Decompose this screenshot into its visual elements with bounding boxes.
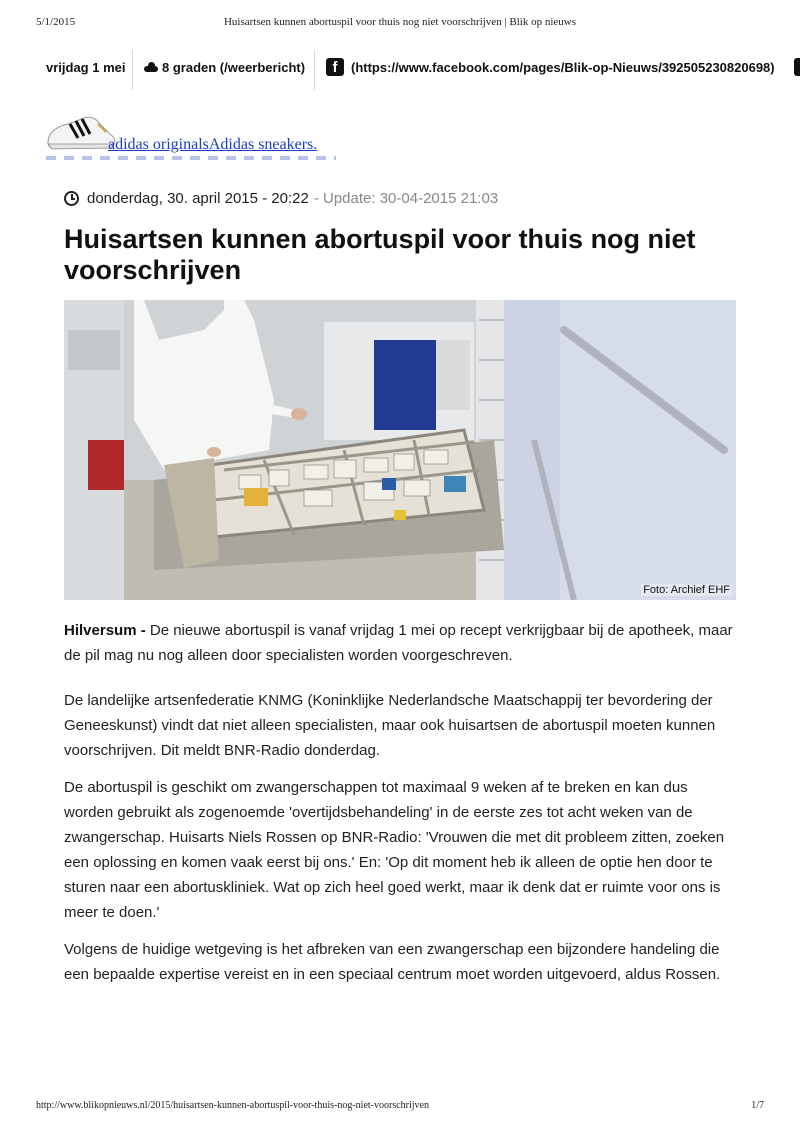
page-url: http://www.blikopnieuws.nl/2015/huisartsen-kunnen-abortuspil-voor-thuis-nog-niet-voorschrijven xyxy=(36,1100,429,1111)
print-date: 5/1/2015 xyxy=(36,16,76,28)
cropped-text-line xyxy=(46,156,336,160)
photo-credit: Foto: Archief EHF xyxy=(643,584,730,596)
top-info-bar xyxy=(36,44,800,90)
sneaker-image xyxy=(44,112,118,152)
weather-label: 8 graden (/weerbericht) xyxy=(162,59,306,75)
article-body xyxy=(64,618,740,999)
facebook-link[interactable] xyxy=(326,44,775,90)
facebook-icon: f xyxy=(326,58,344,76)
lead-text: De nieuwe abortuspil is vanaf vrijdag 1 mei op recept verkrijgbaar bij de apotheek, maar de pil mag nu nog alleen door specialisten worden voorgeschreven. xyxy=(64,622,733,664)
update-date: - Update: 30-04-2015 21:03 xyxy=(313,190,499,207)
advertisement-link[interactable]: adidas originalsAdidas sneakers. xyxy=(108,136,318,153)
publish-date: donderdag, 30. april 2015 - 20:22 xyxy=(87,190,309,207)
current-day xyxy=(46,44,125,90)
article-meta xyxy=(64,190,498,207)
print-footer xyxy=(36,1100,764,1114)
clock-icon xyxy=(64,191,79,206)
article-paragraph: De abortuspil is geschikt om zwangerschappen tot maximaal 9 weken af te breken en kan dus worden gebruikt als zogenoemde 'overtijdsbehandeling' in de eerste zes tot acht weken van de zwangerschap. Huisarts Niels Rossen op BNR-Radio: 'Vrouwen die met dit probleem zitten, zoeken een oplossing en komen vaak eerst bij ons.' En: 'Op dit moment heb ik alleen de optie hen door te sturen naar een abortuskliniek. Wat op zich heel goed werkt, maar ik denk dat er ruimte voor ons is meer te doen.' xyxy=(64,779,725,921)
social-icon[interactable] xyxy=(794,58,800,76)
divider xyxy=(314,50,315,90)
article-paragraph: Volgens de huidige wetgeving is het afbreken van een zwangerschap een bijzondere handeling die een bepaalde expertise vereist en in een speciaal centrum moet worden uitgevoerd, aldus Rossen. xyxy=(64,941,721,983)
facebook-url: (https://www.facebook.com/pages/Blik-op-Nieuws/392505230820698) xyxy=(351,59,775,75)
advertisement-banner[interactable] xyxy=(44,106,364,160)
print-document-title: Huisartsen kunnen abortuspil voor thuis nog niet voorschrijven | Blik op nieuws xyxy=(223,16,577,28)
page-number: 1/7 xyxy=(751,1100,764,1111)
current-day-label: vrijdag 1 mei xyxy=(46,59,126,75)
weather-link[interactable] xyxy=(144,44,305,90)
article-title: Huisartsen kunnen abortuspil voor thuis nog niet voorschrijven xyxy=(64,224,696,285)
article-lead xyxy=(64,618,740,668)
dateline: Hilversum - xyxy=(64,622,146,639)
article-photo xyxy=(64,300,736,600)
divider xyxy=(132,50,133,90)
article-paragraph: De landelijke artsenfederatie KNMG (Koninklijke Nederlandsche Maatschappij ter bevordering der Geneeskunst) vindt dat niet alleen specialisten, maar ook huisartsen de abortuspil moeten kunnen voorschrijven. Dit meldt BNR-Radio donderdag. xyxy=(64,692,716,759)
print-header xyxy=(36,16,764,32)
cloud-icon xyxy=(144,63,158,72)
pharmacy-photo xyxy=(64,300,736,600)
